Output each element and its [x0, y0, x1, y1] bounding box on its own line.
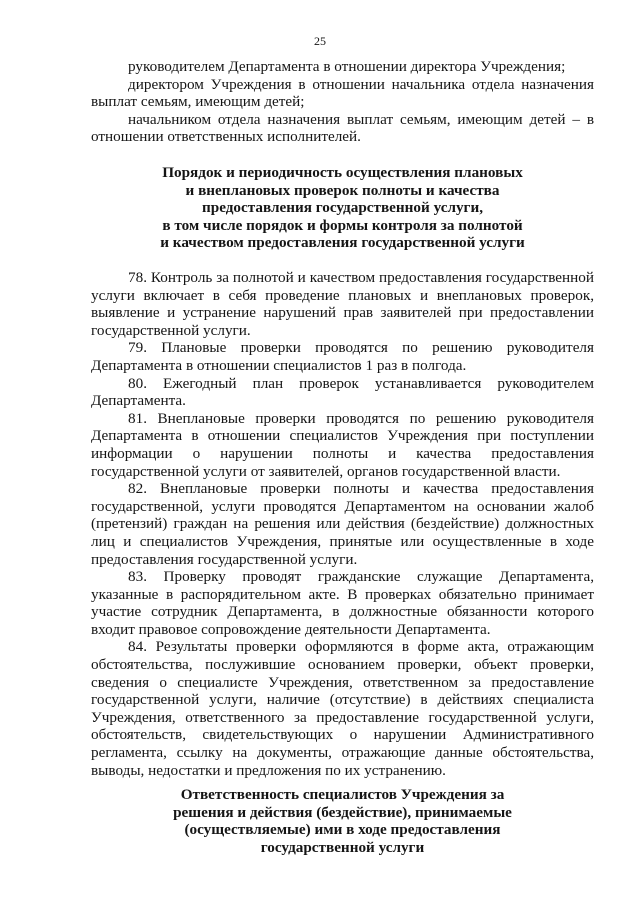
paragraph-81: 81. Внеплановые проверки проводятся по решению руководителя Департамента в отношении специалистов Учреждения при поступлении информации о нарушении полноты и качества предоставления государственной услуги от заявителей, органов государственной власти. — [91, 409, 594, 480]
intro-paragraph: руководителем Департамента в отношении директора Учреждения; — [128, 58, 566, 75]
body-text — [91, 269, 594, 779]
paragraph-82: 82. Внеплановые проверки полноты и качества предоставления государственной, услуги проводятся Департаментом на основании жалоб (претензий) граждан на решения или действия (бездействие) должностных лиц и специалистов Учреждения, принятые или осуществленные в ходе предоставления государственной услуги. — [91, 480, 594, 568]
paragraph-79: 79. Плановые проверки проводятся по решению руководителя Департамента в отношении специалистов 1 раз в полгода. — [91, 339, 594, 374]
paragraph-84: 84. Результаты проверки оформляются в форме акта, отражающим обстоятельства, послужившие основанием проверки, объект проверки, сведения о специалисте Учреждения, ответственном за предоставление государственной услуги, наличие (отсутствие) в действиях специалиста Учреждения, ответственного за предоставление государственной услуги, обстоятельств, свидетельствующих о нарушении Административного регламента, ссылку на документы, отражающие данные обстоятельства, выводы, недостатки и предложения по их устранению. — [91, 638, 594, 779]
intro-paragraph: директором Учреждения в отношении начальника отдела назначения выплат семьям, имеющим детей; — [91, 75, 594, 111]
heading-line: в том числе порядок и формы контроля за полнотой — [162, 216, 523, 234]
heading-line: (осуществляемые) ими в ходе предоставления — [184, 821, 501, 839]
heading-line: государственной услуги — [260, 838, 425, 856]
heading-line: предоставления государственной услуги, — [202, 199, 483, 217]
heading-line: решения и действия (бездействие), принимаемые — [173, 803, 512, 821]
heading-line: Порядок и периодичность осуществления плановых — [162, 164, 523, 181]
intro-text — [91, 58, 594, 146]
intro-paragraph: начальником отдела назначения выплат семьям, имеющим детей – в отношении ответственных исполнителей. — [91, 110, 594, 146]
paragraph-80: 80. Ежегодный план проверок устанавливается руководителем Департамента. — [91, 374, 594, 410]
paragraph-78: 78. Контроль за полнотой и качеством предоставления государственной услуги включает в себя проведение плановых и внеплановых проверок, выявление и устранение нарушений прав заявителей при предоставлении государственной услуги. — [91, 269, 594, 339]
heading-line: Ответственность специалистов Учреждения за — [180, 786, 505, 803]
section-heading-responsibility — [91, 786, 594, 856]
page-number: 25 — [314, 34, 326, 48]
section-heading-control — [91, 164, 594, 252]
heading-line: и качеством предоставления государственной услуги — [160, 234, 525, 252]
heading-line: и внеплановых проверок полноты и качества — [185, 181, 500, 199]
paragraph-83: 83. Проверку проводят гражданские служащие Департамента, указанные в распорядительном акте. В проверках обязательно принимает участие сотрудник Департамента, в должностные обязанности которого входит правовое сопровождение деятельности Департамента. — [91, 568, 594, 638]
